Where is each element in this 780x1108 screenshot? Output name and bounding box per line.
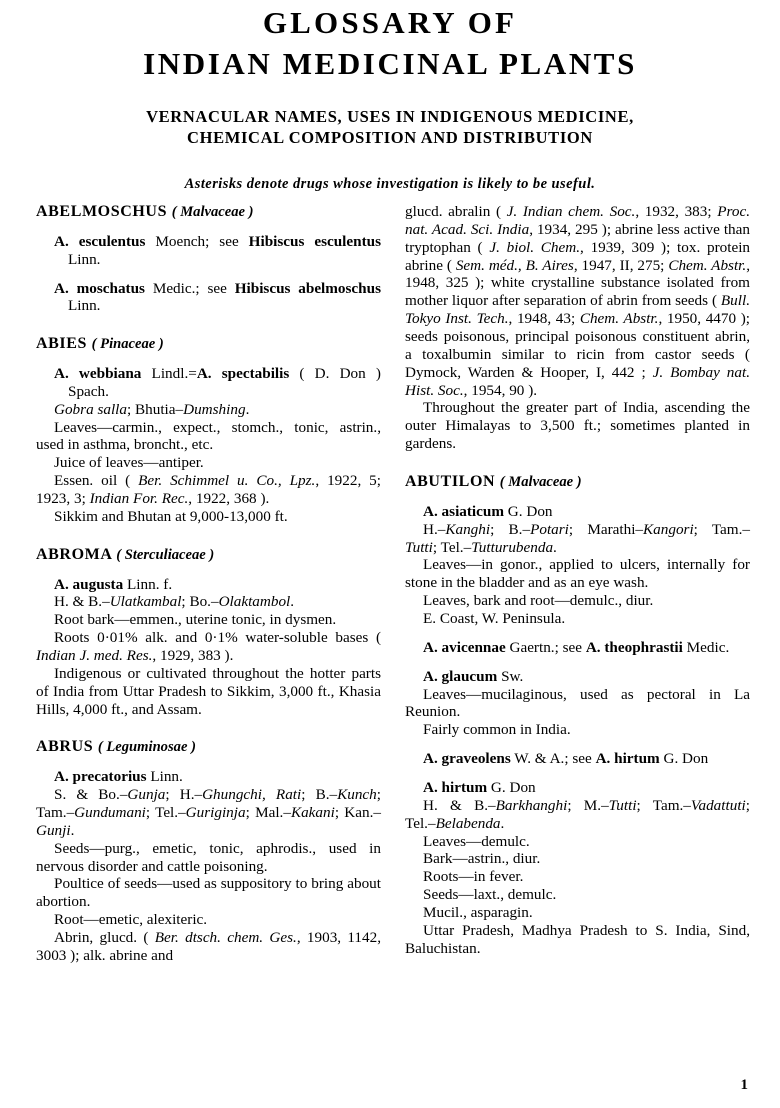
distribution-text: Throughout the greater part of India, ascending the outer Himalayas to 3,500 ft.; sometimes planted in gardens.: [405, 399, 750, 453]
uses-text: Roots—in fever.: [423, 868, 524, 886]
citation-detail: , 1947, II, 275;: [573, 256, 669, 274]
citation-journal: Indian For. Rec.: [89, 490, 189, 508]
vernacular-lang: ; Tam.–: [693, 520, 751, 538]
vernacular-name: Tutti: [608, 796, 637, 814]
subtitle: [0, 106, 780, 148]
genus-name: ABROMA: [36, 545, 112, 563]
uses-text: Root bark—emmen., uterine tonic, in dysmen.: [54, 611, 337, 629]
species-crossref-authority: Medic.: [682, 638, 730, 656]
uses-text: Mucil., asparagin.: [423, 904, 533, 922]
species-binomial: A. precatorius: [54, 768, 147, 786]
species-entry: [36, 575, 381, 719]
vernacular-name: Kakani: [290, 803, 335, 821]
page-title-line-1: GLOSSARY OF: [262, 5, 518, 40]
genus-name: ABIES: [36, 335, 88, 353]
species-binomial: A. asiaticum: [423, 502, 504, 520]
species-head: [423, 750, 750, 768]
vernacular-lang: ; Marathi–: [568, 520, 644, 538]
subtitle-line-1: VERNACULAR NAMES, USES IN INDIGENOUS MEDICINE,: [146, 107, 634, 127]
citation-detail: , 1948, 325 ); white crystalline substance isolated from mother liquor after separation of abrin from seeds (: [405, 256, 750, 310]
vernacular-name: Gobra salla: [54, 400, 127, 418]
species-authority: G. Don: [504, 502, 553, 520]
species-crossref: Hibiscus esculentus: [248, 232, 381, 250]
species-entry: [36, 768, 382, 964]
genus-family: ( Sterculiaceae ): [116, 546, 215, 563]
species-entry-continuation: [405, 203, 751, 453]
genus-heading-abies: [36, 335, 381, 354]
chem-prefix: Roots 0·01% alk. and 0·1% water-soluble bases (: [54, 629, 381, 647]
species-crossref: A. hirtum: [595, 750, 660, 768]
species-head: [423, 668, 750, 686]
chemistry-text-continued: [405, 203, 750, 399]
genus-name: ABUTILON: [405, 473, 496, 491]
species-binomial: A. moschatus: [54, 279, 145, 297]
uses-text: Root—emetic, alexiteric.: [54, 911, 208, 929]
species-synonym-authority: ( D. Don ) Spach.: [68, 365, 381, 400]
species-entry: [405, 502, 751, 628]
species-binomial: A. graveolens: [423, 750, 511, 768]
vernacular-lang: ; Tam.–: [36, 786, 381, 821]
distribution-text: Uttar Pradesh, Madhya Pradesh to S. India, Sind, Baluchistan.: [405, 921, 750, 957]
species-head: [54, 365, 381, 401]
page-title-line-2: INDIAN MEDICINAL PLANTS: [143, 45, 637, 81]
genus-heading-abroma: [36, 546, 381, 565]
citation-detail: , 1948, 43;: [508, 310, 580, 328]
citation-journal: J. Bombay nat. Hist. Soc.: [405, 363, 751, 399]
vernacular-name: Potari: [530, 520, 569, 538]
citation-journal: Chem. Abstr.: [668, 256, 747, 274]
uses-text: Leaves, bark and root—demulc., diur.: [423, 592, 654, 610]
vernacular-names: [36, 786, 381, 840]
species-binomial: A. esculentus: [54, 232, 146, 250]
vernacular-names: [36, 593, 381, 611]
species-authority: Medic.; see: [144, 279, 235, 297]
uses-text: Leaves—demulc.: [423, 832, 530, 850]
uses-text: Juice of leaves—antiper.: [54, 454, 204, 472]
citation-journal: Sem. méd., B. Aires: [455, 256, 574, 274]
species-binomial: A. hirtum: [423, 779, 488, 796]
uses-text: Seeds—laxt., demulc.: [423, 886, 557, 904]
vernacular-name: Dumshing: [183, 400, 246, 418]
vernacular-end: .: [70, 821, 75, 839]
vernacular-names: [36, 401, 381, 419]
species-entry: [405, 667, 750, 739]
genus-heading-abrus: [36, 738, 381, 757]
vernacular-name: Guriginja: [185, 803, 246, 821]
vernacular-name: Kunch: [337, 786, 377, 804]
two-column-body: [36, 203, 750, 1083]
vernacular-lang: ; B.–: [301, 786, 338, 804]
species-entry: [405, 779, 750, 958]
species-authority: G. Don: [487, 779, 536, 796]
vernacular-name: Ghungchi, Rati: [202, 786, 302, 804]
species-authority: W. & A.; see: [510, 750, 596, 768]
chem-prefix: Essen. oil (: [54, 472, 139, 490]
citation-journal: J. biol. Chem.: [489, 238, 581, 256]
genus-name: ABELMOSCHUS: [36, 203, 168, 220]
vernacular-name: Vadattuti: [690, 796, 746, 814]
citation-journal: Bull. Tokyo Inst. Tech.: [405, 292, 750, 328]
species-entry: [36, 365, 381, 526]
species-synonym: A. spectabilis: [196, 365, 290, 383]
vernacular-name: Gunji: [36, 821, 71, 839]
vernacular-name: Kangori: [643, 520, 694, 538]
page-number: 1: [740, 1077, 748, 1093]
vernacular-lang: ; M.–: [567, 796, 609, 814]
genus-family: ( Malvaceae ): [499, 474, 582, 491]
species-entry: [423, 750, 750, 768]
vernacular-lang: ; Bo.–: [181, 593, 219, 611]
vernacular-lang: S. & Bo.–: [54, 786, 128, 804]
species-head: [423, 503, 750, 521]
vernacular-name: Barkhanghi: [495, 796, 568, 814]
vernacular-name: Gunja: [127, 786, 166, 804]
species-head: [423, 779, 750, 797]
uses-text: Bark—astrin., diur.: [423, 850, 541, 868]
genus-heading-abelmoschus: [36, 203, 381, 222]
species-entry: [423, 639, 750, 657]
vernacular-end: .: [245, 400, 250, 418]
subtitle-line-2: CHEMICAL COMPOSITION AND DISTRIBUTION: [187, 128, 593, 148]
citation-detail: , 1922, 5; 1923, 3;: [36, 472, 381, 508]
chem-prefix: glucd. abralin (: [405, 203, 507, 220]
vernacular-name: Olaktambol: [218, 593, 291, 611]
species-crossref-authority: G. Don: [659, 750, 709, 768]
species-binomial: A. webbiana: [54, 365, 142, 383]
citation-detail: , 1932, 383;: [635, 203, 718, 220]
species-authority: Gaertn.; see: [505, 638, 586, 656]
genus-family: ( Leguminosae ): [97, 739, 196, 756]
citation-journal: Ber. Schimmel u. Co., Lpz.: [138, 472, 316, 490]
right-column: [405, 203, 750, 1083]
species-authority: Linn. f.: [123, 575, 173, 593]
distribution-text: Fairly common in India.: [423, 721, 571, 739]
chemistry-text: [36, 929, 381, 965]
citation-detail: , 1939, 309 ); tox. protein abrine (: [405, 238, 751, 274]
citation-detail: , 1903, 1142, 3003 ); alk. abrine and: [36, 928, 382, 964]
citation-journal: Indian J. med. Res.: [36, 647, 153, 664]
vernacular-lang: ; Tel.–: [405, 796, 750, 832]
vernacular-end: .: [553, 538, 557, 556]
vernacular-name: Belabenda: [435, 814, 501, 832]
vernacular-lang: ; Tam.–: [636, 796, 691, 814]
species-head: [54, 768, 381, 786]
citation-detail: , 1929, 383 ).: [152, 647, 234, 664]
species-binomial: A. glaucum: [423, 667, 498, 685]
vernacular-lang: ; Mal.–: [245, 803, 291, 821]
vernacular-name: Gundumani: [74, 803, 146, 821]
vernacular-name: Kanghi: [445, 520, 491, 538]
citation-detail: , 1950, 4470 ); seeds poisonous, principal poisonous constituent abrin, a toxalbumin similar to ricin from castor seeds ( Dymock, Warden & Hooper, I, 442 ;: [405, 310, 750, 381]
left-column: [36, 203, 381, 1083]
chem-prefix: Abrin, glucd. (: [54, 928, 155, 946]
citation-journal: Chem. Abstr.: [579, 310, 659, 328]
genus-family: ( Malvaceae ): [171, 204, 254, 220]
vernacular-lang: H. & B.–: [423, 796, 496, 814]
species-binomial: A. avicennae: [423, 638, 506, 656]
genus-name: ABRUS: [36, 738, 94, 756]
vernacular-lang: ; Kan.–: [334, 803, 381, 821]
vernacular-name: Tutturubenda: [471, 538, 554, 556]
chemistry-text: [36, 472, 381, 508]
vernacular-lang: ; B.–: [490, 520, 531, 538]
distribution-text: Indigenous or cultivated throughout the hotter parts of India from Uttar Pradesh to Sikkim, 3,000 ft., Khasia Hills, 4,000 ft., and Assam.: [36, 664, 381, 718]
vernacular-end: .: [290, 593, 295, 611]
genus-family: ( Pinaceae ): [91, 336, 164, 353]
vernacular-lang: ; Bhutia–: [127, 400, 184, 418]
species-authority: Lindl.=: [141, 365, 197, 383]
species-entry: [54, 233, 381, 269]
vernacular-name: Tutti: [405, 538, 433, 556]
species-crossref: Hibiscus abelmoschus: [234, 279, 381, 297]
vernacular-lang: ; H.–: [165, 786, 203, 804]
vernacular-lang: ; Tel.–: [432, 538, 472, 556]
species-authority: Linn.: [146, 768, 183, 786]
vernacular-lang: ; Tel.–: [145, 803, 186, 821]
citation-journal: J. Indian chem. Soc.: [506, 203, 636, 220]
species-authority: Moench; see: [145, 232, 249, 250]
uses-text: Poultice of seeds—used as suppository to bring about abortion.: [36, 875, 381, 911]
chemistry-text: [36, 629, 381, 665]
citation-detail: , 1954, 90 ).: [463, 381, 538, 399]
uses-text: Leaves—carmin., expect., stomch., tonic, astrin., used in asthma, broncht., etc.: [36, 418, 381, 454]
asterisk-note: Asterisks denote drugs whose investigation is likely to be useful.: [184, 176, 596, 193]
citation-detail: , 1934, 295 ); abrine less active than tryptophan (: [405, 220, 750, 256]
vernacular-name: Ulatkambal: [109, 593, 182, 611]
uses-text: Seeds—purg., emetic, tonic, aphrodis., used in nervous disorder and cattle poisoning.: [36, 839, 381, 875]
vernacular-lang: H. & B.–: [54, 593, 110, 611]
uses-text: Leaves—mucilaginous, used as pectoral in La Reunion.: [405, 685, 750, 721]
distribution-text: Sikkim and Bhutan at 9,000-13,000 ft.: [54, 507, 288, 525]
species-head: [54, 233, 381, 269]
species-crossref-authority: Linn.: [68, 250, 101, 268]
citation-detail: , 1922, 368 ).: [188, 490, 270, 508]
species-head: [54, 576, 381, 594]
vernacular-names: [405, 797, 750, 833]
species-authority: Sw.: [497, 667, 524, 685]
species-head: [54, 280, 381, 316]
genus-heading-abutilon: [405, 473, 750, 492]
vernacular-end: .: [500, 814, 505, 832]
species-crossref: A. theophrastii: [585, 638, 683, 656]
vernacular-names: [405, 521, 750, 557]
species-head: [423, 639, 750, 657]
citation-journal: Ber. dtsch. chem. Ges.: [154, 928, 297, 946]
distribution-text: E. Coast, W. Peninsula.: [423, 609, 566, 627]
species-binomial: A. augusta: [54, 575, 124, 593]
uses-text: Leaves—in gonor., applied to ulcers, internally for stone in the bladder and as an eye wash.: [405, 556, 750, 592]
species-entry: [54, 280, 381, 316]
vernacular-lang: H.–: [423, 520, 446, 538]
masthead: [0, 0, 780, 193]
citation-journal: Proc. nat. Acad. Sci. India: [405, 203, 750, 238]
species-crossref-authority: Linn.: [68, 297, 101, 315]
